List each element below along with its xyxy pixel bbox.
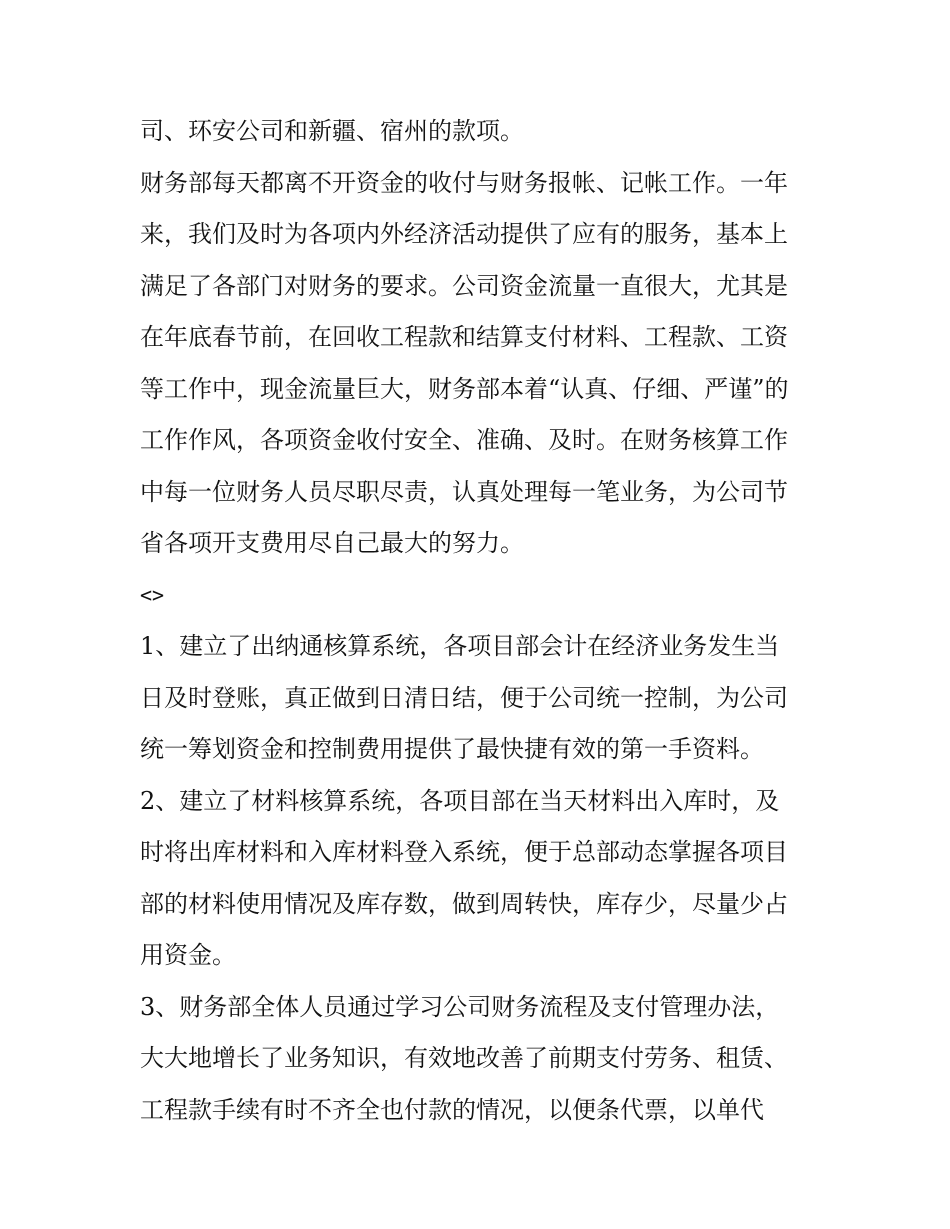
body-text	[140, 106, 820, 1136]
text-line-17: 用资金。	[140, 941, 236, 969]
text-line-14: 2、建立了材料核算系统，各项目部在当天材料出入库时，及	[140, 786, 780, 815]
text-line-7: 工作作风，各项资金收付安全、准确、及时。在财务核算工作	[140, 426, 788, 454]
text-line-1: 司、环安公司和新疆、宿州的款项。	[140, 117, 524, 145]
text-line-15: 时将出库材料和入库材料登入系统，便于总部动态掌握各项目	[140, 838, 788, 866]
text-line-19: 大大地增长了业务知识，有效地改善了前期支付劳务、租赁、	[140, 1044, 788, 1072]
text-line-3: 来，我们及时为各项内外经济活动提供了应有的服务，基本上	[140, 220, 788, 248]
text-line-6: 等工作中，现金流量巨大，财务部本着“认真、仔细、严谨”的	[140, 374, 789, 403]
text-line-18: 3、财务部全体人员通过学习公司财务流程及支付管理办法，	[140, 992, 780, 1021]
text-line-13: 统一筹划资金和控制费用提供了最快捷有效的第一手资料。	[140, 735, 764, 763]
text-line-12: 日及时登账，真正做到日清日结，便于公司统一控制，为公司	[140, 683, 788, 712]
text-line-8: 中每一位财务人员尽职尽责，认真处理每一笔业务，为公司节	[140, 477, 788, 506]
text-line-5: 在年底春节前，在回收工程款和结算支付材料、工程款、工资	[140, 323, 788, 351]
text-line-16: 部的材料使用情况及库存数，做到周转快，库存少，尽量少占	[140, 889, 788, 918]
text-line-9: 省各项开支费用尽自己最大的努力。	[140, 529, 524, 557]
text-line-11: 1、建立了出纳通核算系统，各项目部会计在经济业务发生当	[140, 632, 780, 660]
text-line-10: <>	[140, 582, 165, 607]
text-line-2: 财务部每天都离不开资金的收付与财务报帐、记帐工作。一年	[140, 168, 788, 197]
text-line-20: 工程款手续有时不齐全也付款的情况，以便条代票，以单代	[140, 1095, 764, 1124]
text-line-4: 满足了各部门对财务的要求。公司资金流量一直很大，尤其是	[140, 271, 788, 300]
